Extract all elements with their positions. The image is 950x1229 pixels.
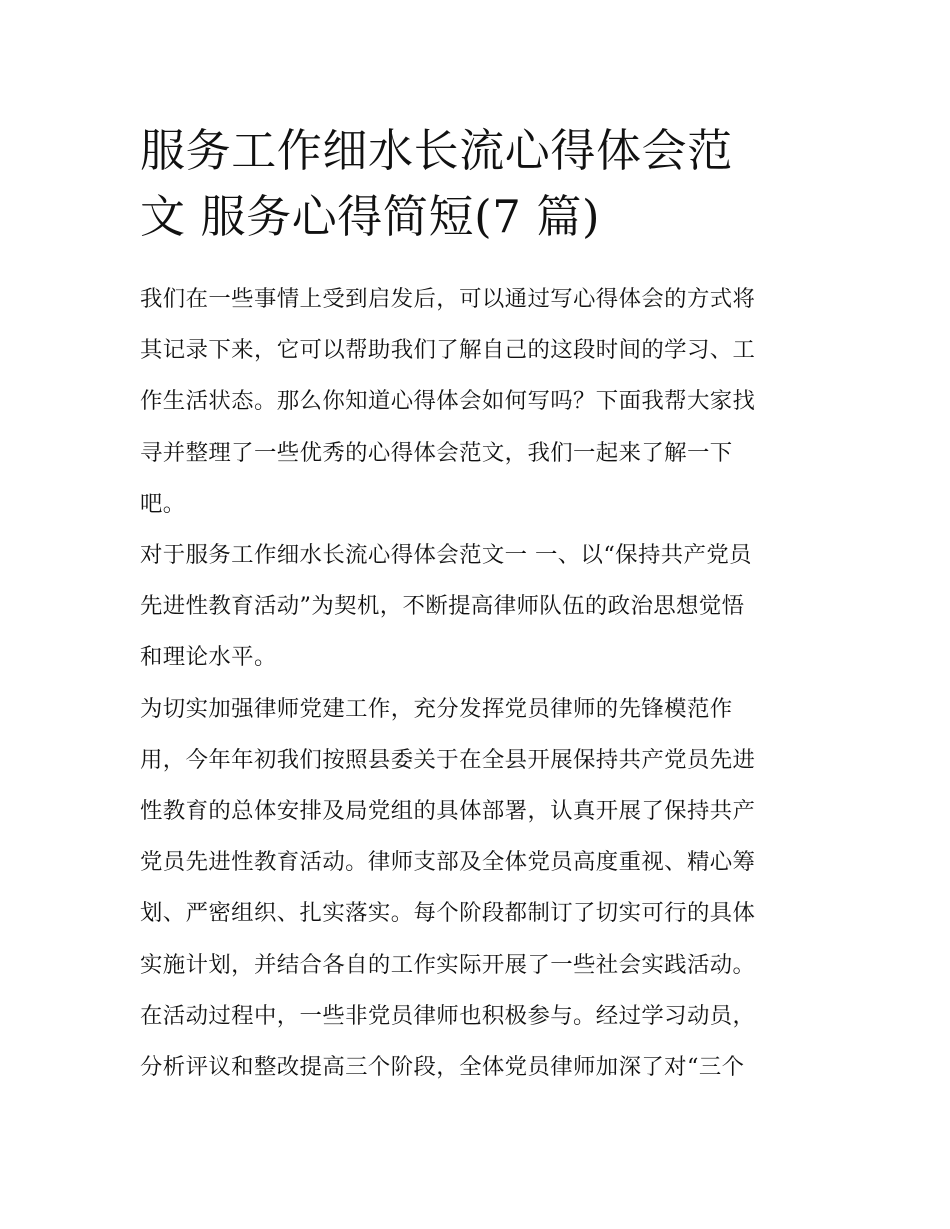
text-line: 划、严密组织、扎实落实。每个阶段都制订了切实可行的具体: [140, 900, 756, 927]
text-line: 为切实加强律师党建工作，充分发挥党员律师的先锋模范作: [140, 695, 733, 722]
text-line: 性教育的总体安排及局党组的具体部署，认真开展了保持共产: [140, 798, 756, 825]
text-line: 我们在一些事情上受到启发后，可以通过写心得体会的方式将: [140, 286, 756, 312]
text-line: 作生活状态。那么你知道心得体会如何写吗？下面我帮大家找: [140, 388, 756, 415]
title-line: 文 服务心得简短(7 篇): [140, 190, 601, 243]
paragraph-body: [140, 684, 812, 1094]
page-title: [140, 118, 812, 250]
text-line: 在活动过程中，一些非党员律师也积极参与。经过学习动员，: [140, 1002, 756, 1029]
title-line: 服务工作细水长流心得体会范: [140, 124, 733, 177]
text-line: 先进性教育活动”为契机，不断提高律师队伍的政治思想觉悟: [140, 593, 745, 620]
text-line: 对于服务工作细水长流心得体会范文一 一、以“保持共产党员: [140, 542, 752, 569]
text-line: 吧。: [140, 490, 186, 517]
text-line: 分析评议和整改提高三个阶段，全体党员律师加深了对“三个: [140, 1054, 745, 1081]
text-line: 寻并整理了一些优秀的心得体会范文，我们一起来了解一下: [140, 439, 733, 466]
document-content: [140, 118, 812, 1093]
text-line: 党员先进性教育活动。律师支部及全体党员高度重视、精心筹: [140, 849, 756, 876]
paragraph-section-one: [140, 530, 812, 684]
paragraph-intro: [140, 274, 812, 530]
text-line: 实施计划，并结合各自的工作实际开展了一些社会实践活动。: [140, 951, 756, 978]
document-body: [140, 274, 812, 1093]
text-line: 和理论水平。: [140, 644, 277, 671]
text-line: 其记录下来，它可以帮助我们了解自己的这段时间的学习、工: [140, 337, 756, 364]
text-line: 用，今年年初我们按照县委关于在全县开展保持共产党员先进: [140, 746, 756, 773]
